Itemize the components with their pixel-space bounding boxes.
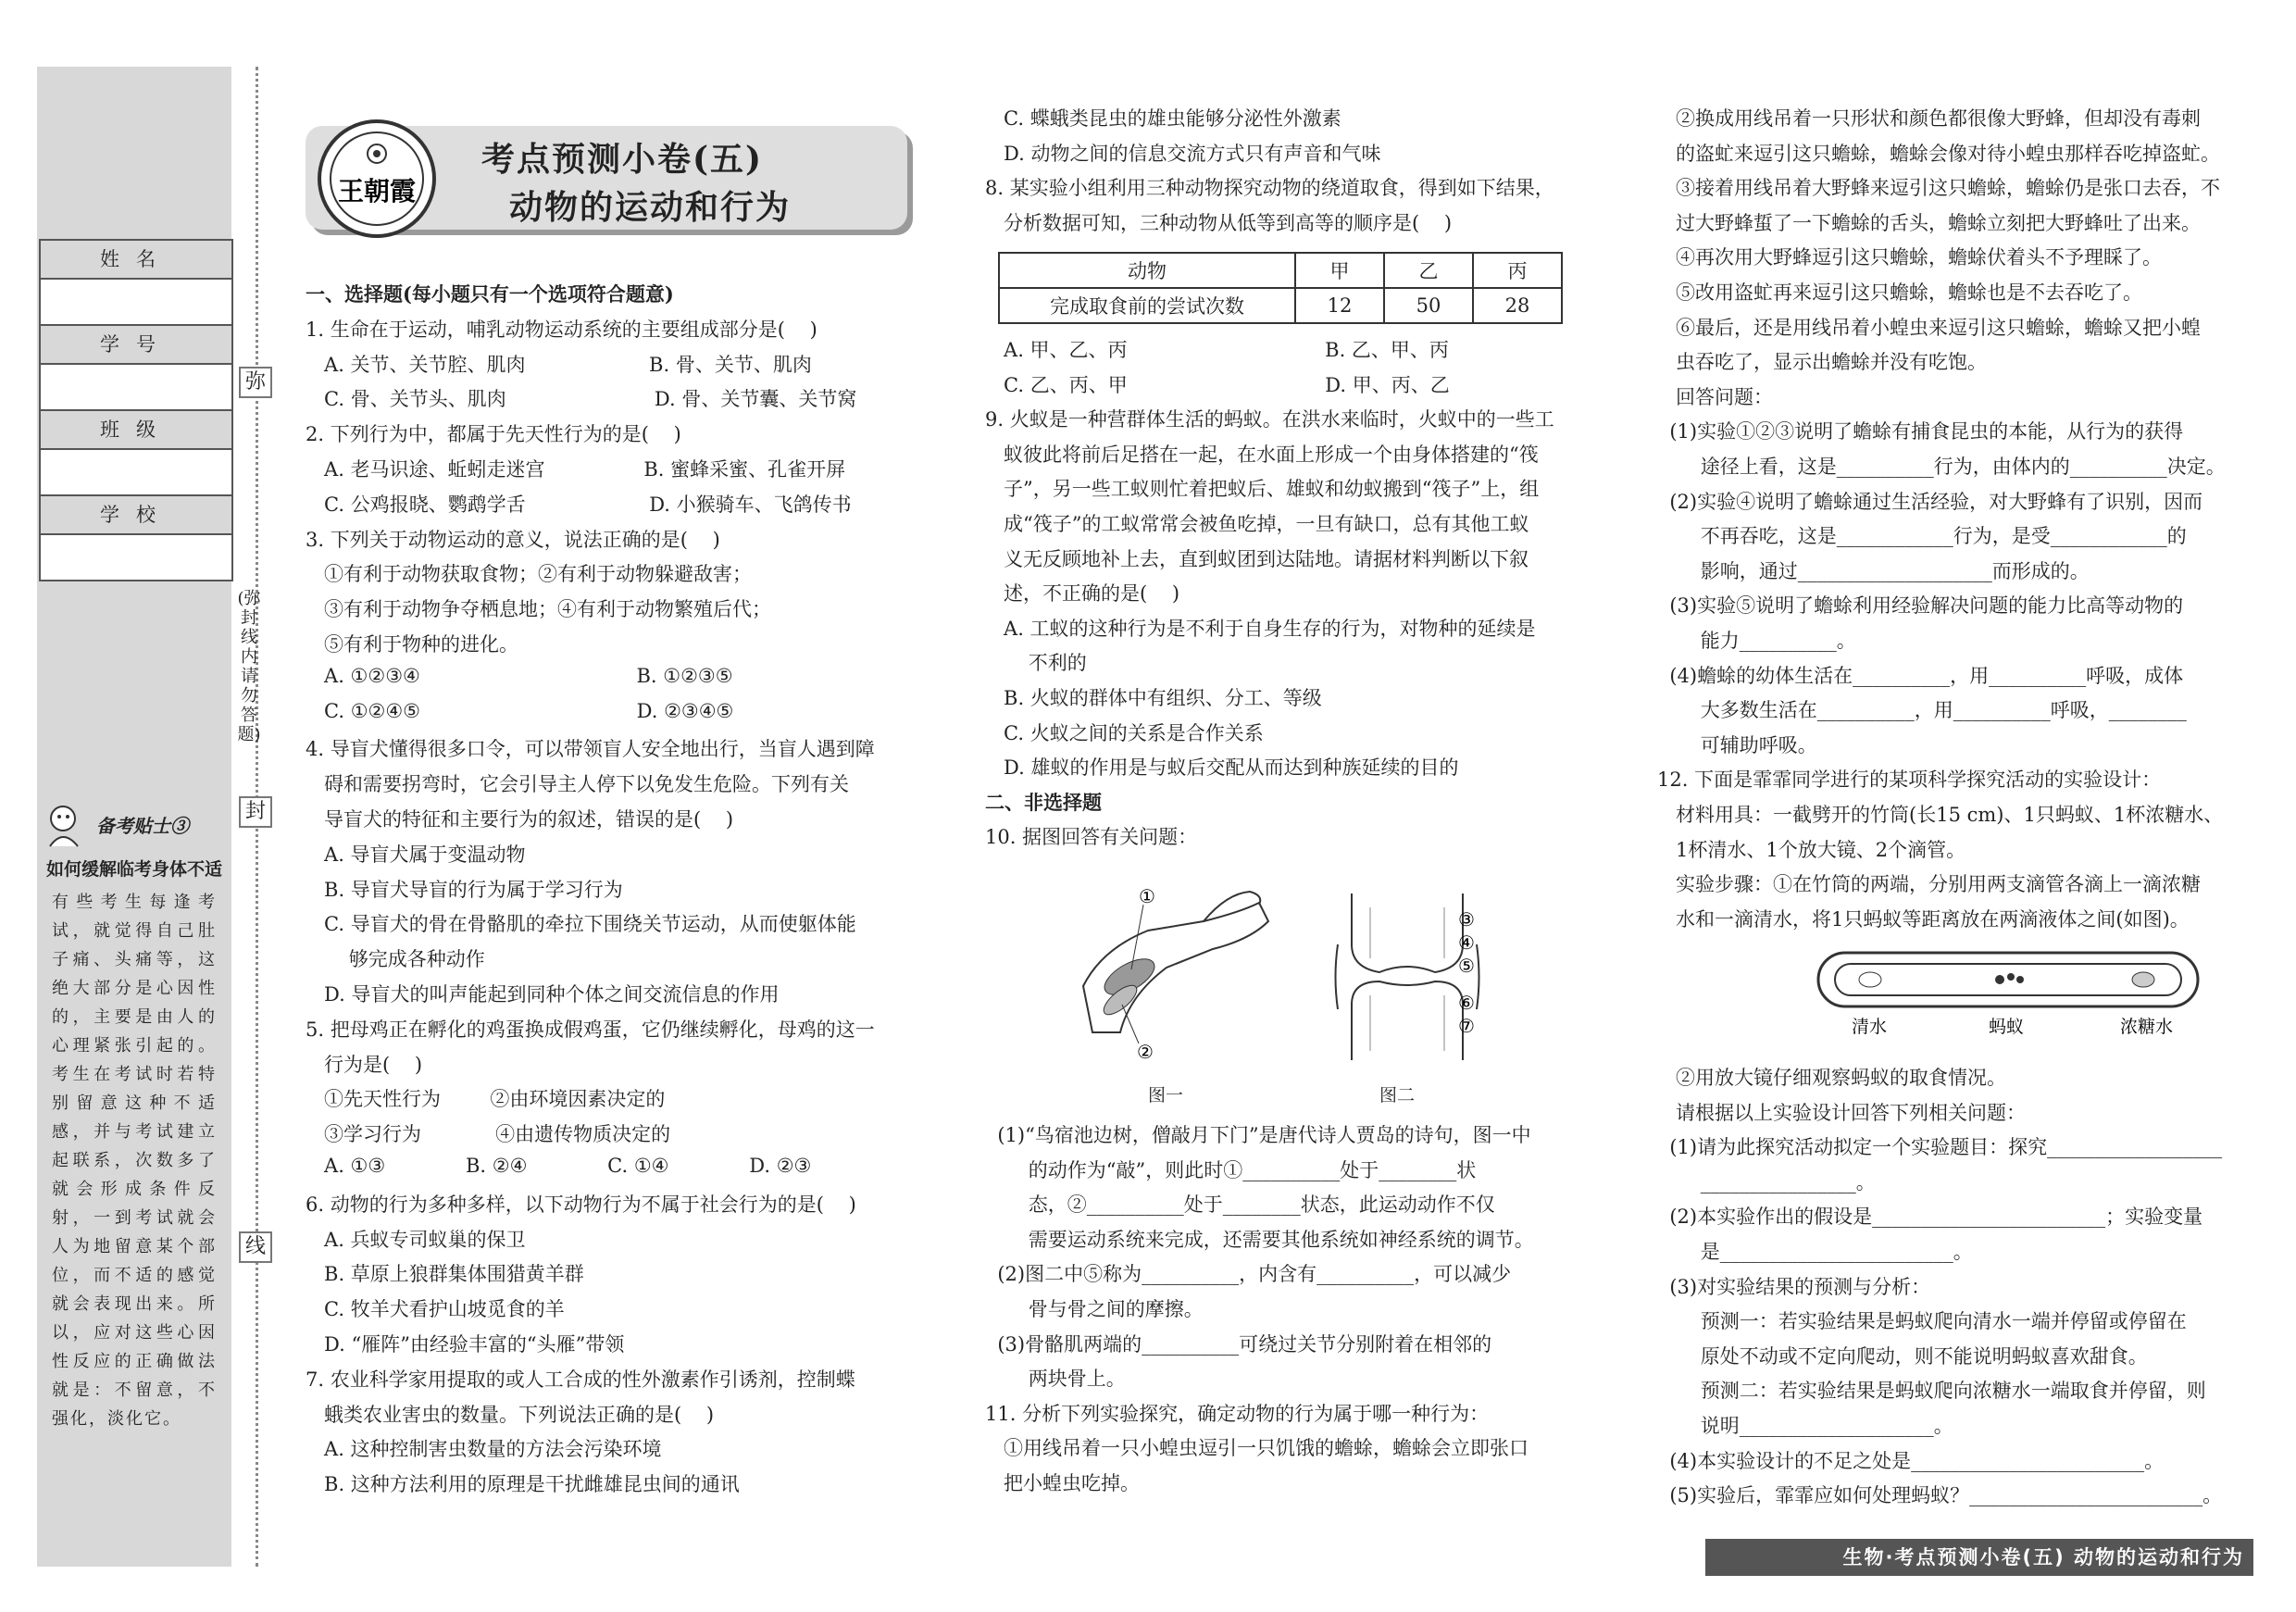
- col2_bottom-line: 11. 分析下列实验探究，确定动物的行为属于哪一种行为：: [985, 1402, 1490, 1425]
- col2_bottom-line: (3)骨骼肌两端的__________可绕过关节分别附着在相邻的: [985, 1332, 1492, 1356]
- col1-line: ①有利于动物获取食物；②有利于动物躲避敌害；: [306, 563, 753, 586]
- brand-logo-text: 王朝霞: [337, 176, 417, 206]
- col3_top-line: (4)蟾蜍的幼体生活在__________，用__________呼吸，成体: [1657, 664, 2184, 687]
- col2_top-line: C. 蝶蛾类昆虫的雄虫能够分泌性外激素: [985, 107, 1341, 130]
- col1-line: D. “雁阵”由经验丰富的“头雁”带领: [306, 1333, 625, 1356]
- col3_bottom-line: 请根据以上实验设计回答下列相关问题：: [1657, 1101, 2027, 1124]
- col2_top-line: 8. 某实验小组利用三种动物探究动物的绕道取食，得到如下结果，: [985, 177, 1554, 199]
- col1-line: A. ①③ B. ②④ C. ①④ D. ②③: [306, 1155, 812, 1177]
- col3_top-line: ②换成用线吊着一只形状和颜色都很像大野蜂，但却没有毒刺: [1657, 107, 2202, 130]
- col1-line: 1. 生命在于运动，哺乳动物运动系统的主要组成部分是( ): [306, 318, 817, 341]
- col1-line: B. 草原上狼群集体围猎黄羊群: [306, 1263, 584, 1286]
- col1-line: A. 导盲犬属于变温动物: [306, 843, 526, 866]
- col3_top-line: 途径上看，这是__________行为，由体内的__________决定。: [1657, 456, 2226, 478]
- cartoon-figure-icon: [41, 802, 96, 848]
- fig2-label-5: ⑤: [1458, 955, 1475, 977]
- col1-line: C. 牧羊犬看护山坡觅食的羊: [306, 1298, 565, 1321]
- bamboo-tube-figure: [1815, 949, 2203, 1042]
- col3_top-line: 水和一滴清水，将1只蚂蚁等距离放在两滴液体之间(如图)。: [1657, 907, 2190, 931]
- paper-title: 考点预测小卷(五): [481, 140, 764, 179]
- col2_mid-line: C. 乙、丙、甲 D. 甲、丙、乙: [985, 373, 1450, 396]
- tip-badge: [41, 802, 228, 848]
- col3_bottom-line: 原处不动或不定向爬动，则不能说明蚂蚁喜欢甜食。: [1657, 1344, 2148, 1368]
- col1-line: 行为是( ): [306, 1053, 423, 1076]
- col3_top-line: (1)实验①②③说明了蟾蜍有捕食昆虫的本能，从行为的获得: [1657, 420, 2184, 444]
- col2_mid-line: 义无反顾地补上去，直到蚁团到达陆地。请据材料判断以下叙: [985, 547, 1529, 570]
- col2_bottom-line: (2)图二中⑤称为__________，内含有__________，可以减少: [985, 1263, 1512, 1286]
- col1-line: 蛾类农业害虫的数量。下列说法正确的是( ): [306, 1403, 715, 1426]
- name-field[interactable]: [41, 280, 231, 326]
- name-label: 姓名: [41, 241, 231, 280]
- col3_top-line: 的盗虻来逗引这只蟾蜍，蟾蜍会像对待小蝗虫那样吞吃掉盗虻。: [1657, 142, 2221, 165]
- col2_bottom-line: 态，②__________处于________状态，此运动动作不仅: [985, 1193, 1495, 1217]
- col3_top-line: 1杯清水、1个放大镜、2个滴管。: [1657, 838, 1966, 861]
- col3_bottom-line: (2)本实验作出的假设是________________________；实验变量: [1657, 1206, 2203, 1229]
- label-ant: 蚂蚁: [1989, 1017, 2025, 1037]
- q8-header-animal: 动物: [999, 253, 1295, 288]
- figure-joint: [1324, 889, 1491, 1065]
- student-info-box: [39, 239, 233, 581]
- col2_mid-line: 蚁彼此将前后足搭在一起，在水面上形成一个由身体搭建的“筏: [985, 443, 1539, 466]
- col1-line: B. 这种方法利用的原理是干扰雌雄昆虫间的通讯: [306, 1473, 740, 1496]
- col3_bottom-line: 是________________________。: [1657, 1241, 1973, 1263]
- id-label: 学号: [41, 326, 231, 365]
- label-sugar-water: 浓糖水: [2120, 1017, 2174, 1037]
- col3_top-line: 不再吞吃，这是____________行为，是受____________的: [1657, 525, 2187, 548]
- col2_bottom-line: 的动作为“敲”，则此时①__________处于________状: [985, 1158, 1477, 1181]
- col1-line: C. 导盲犬的骨在骨骼肌的牵拉下围绕关节运动，从而使躯体能: [306, 913, 856, 936]
- col2_bottom-line: ①用线吊着一只小蝗虫逗引一只饥饿的蟾蜍，蟾蜍会立即张口: [985, 1437, 1529, 1460]
- col3_top-line: 能力__________。: [1657, 630, 1856, 652]
- fig2-label-6: ⑥: [1458, 992, 1475, 1014]
- id-field[interactable]: [41, 365, 231, 411]
- col2_top-line: D. 动物之间的信息交流方式只有声音和气味: [985, 142, 1381, 165]
- col2_mid-line: A. 工蚁的这种行为是不利于自身生存的行为，对物种的延续是: [985, 617, 1536, 640]
- q8-header-jia: 甲: [1295, 253, 1384, 288]
- col3_top-line: 回答问题：: [1657, 385, 1774, 408]
- col2_bottom-line: 把小蝗虫吃掉。: [985, 1472, 1141, 1494]
- fig2-label-4: ④: [1458, 931, 1475, 954]
- brand-logo: [313, 115, 441, 243]
- seal-note: (弥封线内请勿答题): [237, 589, 261, 744]
- col1-line: ⑤有利于物种的进化。: [306, 633, 519, 656]
- col2_bottom-line: 两块骨上。: [985, 1368, 1126, 1391]
- col2_mid-line: 9. 火蚁是一种营群体生活的蚂蚁。在洪水来临时，火蚁中的一些工: [985, 408, 1554, 431]
- col1-line: A. 这种控制害虫数量的方法会污染环境: [306, 1438, 662, 1461]
- fig2-label-7: ⑦: [1458, 1015, 1475, 1037]
- col1-line: ③有利于动物争夺栖息地；④有利于动物繁殖后代；: [306, 598, 772, 621]
- col2_top-line: 分析数据可知，三种动物从低等到高等的顺序是( ): [985, 211, 1453, 234]
- col3_top-line: 大多数生活在__________，用__________呼吸，________: [1657, 699, 2187, 722]
- col2_bottom-line: (1)“鸟宿池边树，僧敲月下门”是唐代诗人贾岛的诗句，图一中: [985, 1124, 1531, 1146]
- col1-line: C. ①②④⑤ D. ②③④⑤: [306, 699, 734, 722]
- school-label: 学校: [41, 496, 231, 535]
- col1-line: 一、选择题(每小题只有一个选项符合题意): [306, 282, 674, 306]
- col3_bottom-line: ②用放大镜仔细观察蚂蚁的取食情况。: [1657, 1067, 2007, 1089]
- fig1-label-2: ②: [1137, 1041, 1154, 1060]
- seal-char-feng: 封: [239, 796, 272, 828]
- col1-line: A. 老马识途、蚯蚓走迷宫 B. 蜜蜂采蜜、孔雀开屏: [306, 458, 846, 481]
- col2_bottom-line: 骨与骨之间的摩擦。: [985, 1298, 1204, 1320]
- col3_top-line: 材料用具：一截劈开的竹筒(长15 cm)、1只蚂蚁、1杯浓糖水、: [1657, 804, 2224, 826]
- col3_top-line: (3)实验⑤说明了蟾蜍利用经验解决问题的能力比高等动物的: [1657, 594, 2184, 618]
- q8-value-jia: 12: [1295, 288, 1384, 323]
- col1-line: A. ①②③④ B. ①②③⑤: [306, 664, 733, 687]
- col2_mid-line: 不利的: [985, 652, 1087, 675]
- col3_top-line: ④再次用大野蜂逗引这只蟾蜍，蟾蜍伏着头不予理睬了。: [1657, 246, 2163, 269]
- col2_mid-line: C. 火蚁之间的关系是合作关系: [985, 721, 1264, 744]
- col1-line: ③学习行为 ④由遗传物质决定的: [306, 1123, 671, 1146]
- seal-char-xian: 线: [239, 1231, 272, 1263]
- col3_top-line: 实验步骤：①在竹筒的两端，分别用两支滴管各滴上一滴浓糖: [1657, 873, 2202, 896]
- col3_top-line: 可辅助呼吸。: [1657, 733, 1817, 756]
- fig2-caption: 图二: [1379, 1085, 1416, 1106]
- col1-line: 4. 导盲犬懂得很多口令，可以带领盲人安全地出行，当盲人遇到障: [306, 738, 875, 761]
- col1-line: 碍和需要拐弯时，它会引导主人停下以免发生危险。下列有关: [306, 773, 850, 796]
- col3_bottom-line: (1)请为此探究活动拟定一个实验题目：探究__________________: [1657, 1136, 2223, 1159]
- q8-header-yi: 乙: [1384, 253, 1473, 288]
- col1-line: D. 导盲犬的叫声能起到同种个体之间交流信息的作用: [306, 983, 780, 1006]
- tip-badge-label: 备考贴士③: [96, 815, 189, 837]
- col2_mid-line: 二、非选择题: [985, 790, 1102, 814]
- col2_mid-line: 子”，另一些工蚁则忙着把蚁后、雄蚁和幼蚁搬到“筏子”上，组: [985, 478, 1540, 501]
- col1-line: C. 骨、关节头、肌肉 D. 骨、关节囊、关节窝: [306, 388, 857, 411]
- col3_bottom-line: ________________。: [1657, 1170, 1876, 1193]
- col1-line: ①先天性行为 ②由环境因素决定的: [306, 1088, 666, 1111]
- col2_mid-line: A. 甲、乙、丙 B. 乙、甲、丙: [985, 339, 1449, 361]
- col2_bottom-line: 需要运动系统来完成，还需要其他系统如神经系统的调节。: [985, 1228, 1534, 1251]
- tip-title: 如何缓解临考身体不适: [45, 859, 222, 880]
- col3_top-line: 12. 下面是霏霏同学进行的某项科学探究活动的实验设计：: [1657, 769, 2162, 792]
- label-water: 清水: [1852, 1017, 1888, 1037]
- fig1-label-1: ①: [1139, 885, 1155, 907]
- col2_mid-line: B. 火蚁的群体中有组织、分工、等级: [985, 687, 1322, 709]
- page-footer: 生物·考点预测小卷(五) 动物的运动和行为: [1705, 1539, 2253, 1576]
- col3_bottom-line: (4)本实验设计的不足之处是________________________。: [1657, 1449, 2165, 1472]
- col1-line: A. 兵蚁专司蚁巢的保卫: [306, 1228, 526, 1251]
- col1-line: 导盲犬的特征和主要行为的叙述，错误的是( ): [306, 808, 734, 831]
- col3_bottom-line: (3)对实验结果的预测与分析：: [1657, 1275, 1931, 1298]
- class-label: 班级: [41, 411, 231, 450]
- col1-line: 7. 农业科学家用提取的或人工合成的性外激素作引诱剂，控制蝶: [306, 1368, 855, 1391]
- tip-body: 有些考生每逢考试，就觉得自己肚子痛、头痛等，这绝大部分是心因性的，主要是由人的心理紧张引起的。考生在考试时若特别留意这种不适感，并与考试建立起联系，次数多了就会形成条件反射，一到考试就会人为地留意某个部位，而不适的感觉就会表现出来。所以，应对这些心因性反应的正确做法就是：不留意，不强化，淡化它。: [52, 893, 217, 1429]
- exam-tip-box: [41, 802, 228, 1429]
- col3_bottom-line: 预测一：若实验结果是蚂蚁爬向清水一端并停留或停留在: [1657, 1310, 2187, 1333]
- fig2-label-3: ③: [1458, 908, 1475, 931]
- col3_top-line: ⑤改用盗虻再来逗引这只蟾蜍，蟾蜍也是不去吞吃了。: [1657, 281, 2143, 304]
- col3_top-line: 过大野蜂蜇了一下蟾蜍的舌头，蟾蜍立刻把大野蜂吐了出来。: [1657, 211, 2202, 234]
- col2_mid-line: 10. 据图回答有关问题：: [985, 826, 1198, 849]
- col3_top-line: (2)实验④说明了蟾蜍通过生活经验，对大野蜂有了识别，因而: [1657, 490, 2203, 513]
- seal-char-mi: 弥: [239, 367, 272, 398]
- col1-line: 够完成各种动作: [306, 948, 485, 971]
- col1-line: 5. 把母鸡正在孵化的鸡蛋换成假鸡蛋，它仍继续孵化，母鸡的这一: [306, 1018, 875, 1041]
- figure-arm: [1065, 884, 1305, 1060]
- col1-line: 6. 动物的行为多种多样，以下动物行为不属于社会行为的是( ): [306, 1193, 856, 1216]
- col2_mid-line: 成“筏子”的工蚁常常会被鱼吃掉，一旦有缺口，总有其他工蚁: [985, 513, 1529, 535]
- q8-header-bing: 丙: [1473, 253, 1562, 288]
- col1-line: 2. 下列行为中，都属于先天性行为的是( ): [306, 423, 681, 446]
- q8-row-label: 完成取食前的尝试次数: [999, 288, 1295, 323]
- col3_bottom-line: (5)实验后，霏霏应如何处理蚂蚁？________________________。: [1657, 1484, 2223, 1507]
- col3_bottom-line: 预测二：若实验结果是蚂蚁爬向浓糖水一端取食并停留，则: [1657, 1380, 2206, 1403]
- col1-line: 3. 下列关于动物运动的意义，说法正确的是( ): [306, 528, 720, 551]
- col3_top-line: 影响，通过____________________而形成的。: [1657, 559, 2090, 582]
- fig1-caption: 图一: [1148, 1085, 1184, 1106]
- col2_mid-line: 述，不正确的是( ): [985, 582, 1180, 606]
- col3_top-line: ⑥最后，还是用线吊着小蝗虫来逗引这只蟾蜍，蟾蜍又把小蝗: [1657, 316, 2202, 339]
- col1-line: C. 公鸡报晓、鹦鹉学舌 D. 小猴骑车、飞鸽传书: [306, 493, 852, 516]
- col1-line: B. 导盲犬导盲的行为属于学习行为: [306, 878, 623, 901]
- col3_bottom-line: 说明____________________。: [1657, 1415, 1953, 1437]
- q8-value-yi: 50: [1384, 288, 1473, 323]
- q8-table: [998, 252, 1563, 324]
- q8-value-bing: 28: [1473, 288, 1562, 323]
- paper-subtitle: 动物的运动和行为: [509, 188, 792, 227]
- col3_top-line: 虫吞吃了，显示出蟾蜍并没有吃饱。: [1657, 351, 1988, 374]
- school-field[interactable]: [41, 535, 231, 580]
- col3_top-line: ③接着用线吊着大野蜂来逗引这只蟾蜍，蟾蜍仍是张口去吞，不: [1657, 177, 2221, 200]
- col2_mid-line: D. 雄蚁的作用是与蚁后交配从而达到种族延续的目的: [985, 756, 1459, 780]
- col1-line: A. 关节、关节腔、肌肉 B. 骨、关节、肌肉: [306, 353, 812, 376]
- class-field[interactable]: [41, 450, 231, 496]
